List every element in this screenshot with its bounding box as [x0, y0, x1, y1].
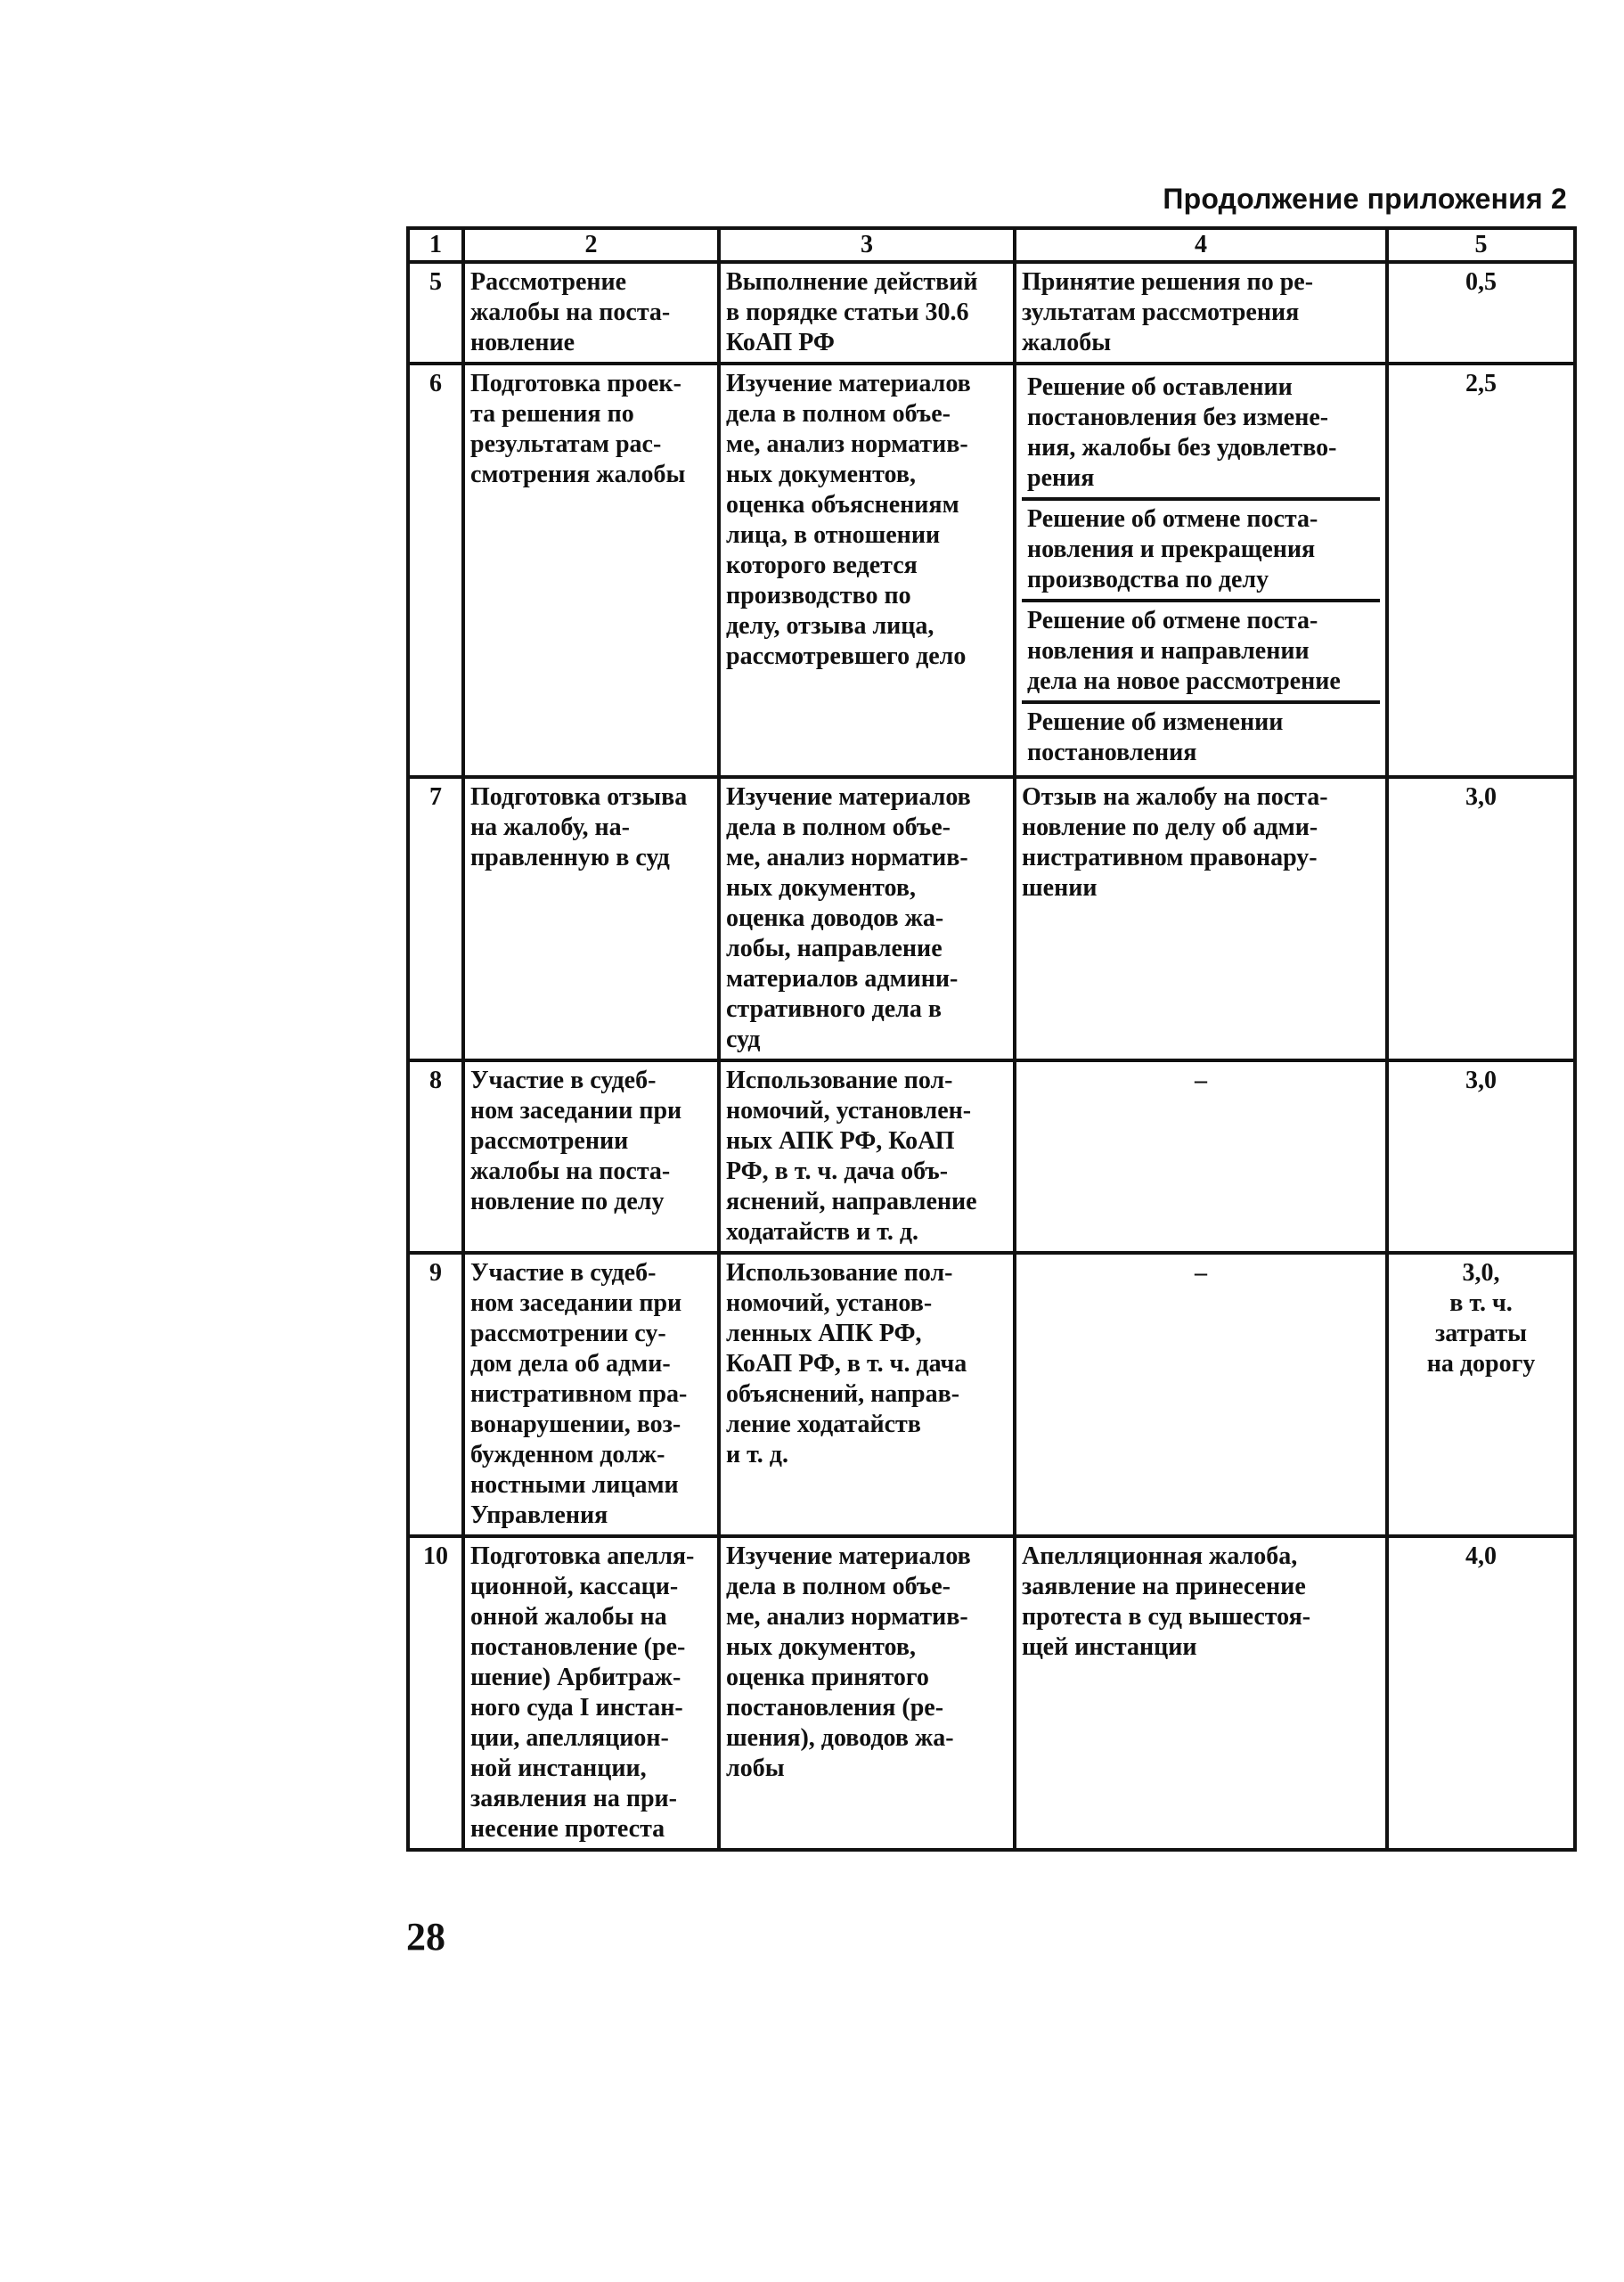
column-header-5: 5 — [1387, 228, 1575, 262]
result-cell: Отзыв на жалобу на поста- новление по делу об адми- нистративном правонару- шении — [1015, 777, 1387, 1060]
stage-cell: Участие в судеб- ном заседании при рассмотрении су- дом дела об адми- нистративном пра- вонарушении, воз- бужденном долж- ностными лицами Управления — [463, 1253, 719, 1536]
table-row — [408, 364, 1575, 777]
table-header-row — [408, 228, 1575, 262]
result-cell: Апелляционная жалоба, заявление на принесение протеста в суд вышестоя- щей инстанции — [1015, 1536, 1387, 1850]
row-number: 7 — [408, 777, 463, 1060]
action-cell: Изучение материалов дела в полном объе- ме, анализ норматив- ных документов, оценка объяснениям лица, в отношении которого ведется производство по делу, отзыва лица, рассмотревшего дело — [719, 364, 1015, 777]
action-cell: Использование пол- номочий, установлен- ных АПК РФ, КоАП РФ, в т. ч. дача объ- яснений, направление ходатайств и т. д. — [719, 1060, 1015, 1253]
result-item: Решение об оставлении постановления без измене- ния, жалобы без удовлетво- рения — [1022, 369, 1380, 501]
action-cell: Выполнение действий в порядке статьи 30.6 КоАП РФ — [719, 262, 1015, 364]
action-cell: Изучение материалов дела в полном объе- ме, анализ норматив- ных документов, оценка доводов жа- лобы, направление материалов админи- стративного дела в суд — [719, 777, 1015, 1060]
table-row — [408, 262, 1575, 364]
result-item: Решение об отмене поста- новления и прекращения производства по делу — [1022, 501, 1380, 602]
column-header-1: 1 — [408, 228, 463, 262]
time-norm-cell: 0,5 — [1387, 262, 1575, 364]
table-row — [408, 1536, 1575, 1850]
result-item: Решение об изменении постановления — [1027, 708, 1284, 766]
norms-table — [406, 226, 1577, 1852]
stage-cell: Рассмотрение жалобы на поста- новление — [463, 262, 719, 364]
column-header-4: 4 — [1015, 228, 1387, 262]
time-norm-cell: 3,0 — [1387, 1060, 1575, 1253]
row-number: 9 — [408, 1253, 463, 1536]
table-row — [408, 1253, 1575, 1536]
action-cell: Изучение материалов дела в полном объе- ме, анализ норматив- ных документов, оценка принятого постановления (ре- шения), доводов жа- лобы — [719, 1536, 1015, 1850]
stage-cell: Подготовка проек- та решения по результатам рас- смотрения жалобы — [463, 364, 719, 777]
time-norm-cell: 3,0, в т. ч. затраты на дорогу — [1387, 1253, 1575, 1536]
time-norm-cell: 2,5 — [1387, 364, 1575, 777]
result-item: Решение об отмене поста- новления и направлении дела на новое рассмотрение — [1022, 602, 1380, 704]
column-header-2: 2 — [463, 228, 719, 262]
row-number: 8 — [408, 1060, 463, 1253]
row-number: 5 — [408, 262, 463, 364]
stage-cell: Подготовка отзыва на жалобу, на- правленную в суд — [463, 777, 719, 1060]
result-cell: Принятие решения по ре- зультатам рассмотрения жалобы — [1015, 262, 1387, 364]
row-number: 10 — [408, 1536, 463, 1850]
stage-cell: Подготовка апелля- ционной, кассаци- онной жалобы на постановление (ре- шение) Арбитраж- ного суда I инстан- ции, апелляцион- ной инстанции, заявления на при- несение протеста — [463, 1536, 719, 1850]
table-caption: Продолжение приложения 2 — [1163, 183, 1567, 215]
table-row — [408, 777, 1575, 1060]
action-cell: Использование пол- номочий, установ- ленных АПК РФ, КоАП РФ, в т. ч. дача объяснений, направ- ление ходатайств и т. д. — [719, 1253, 1015, 1536]
time-norm-cell: 3,0 — [1387, 777, 1575, 1060]
table-row — [408, 1060, 1575, 1253]
column-header-3: 3 — [719, 228, 1015, 262]
result-cell: – — [1015, 1060, 1387, 1253]
result-cell-group — [1015, 364, 1387, 777]
result-cell: – — [1015, 1253, 1387, 1536]
page-number: 28 — [406, 1915, 445, 1959]
stage-cell: Участие в судеб- ном заседании при рассмотрении жалобы на поста- новление по делу — [463, 1060, 719, 1253]
time-norm-cell: 4,0 — [1387, 1536, 1575, 1850]
row-number: 6 — [408, 364, 463, 777]
